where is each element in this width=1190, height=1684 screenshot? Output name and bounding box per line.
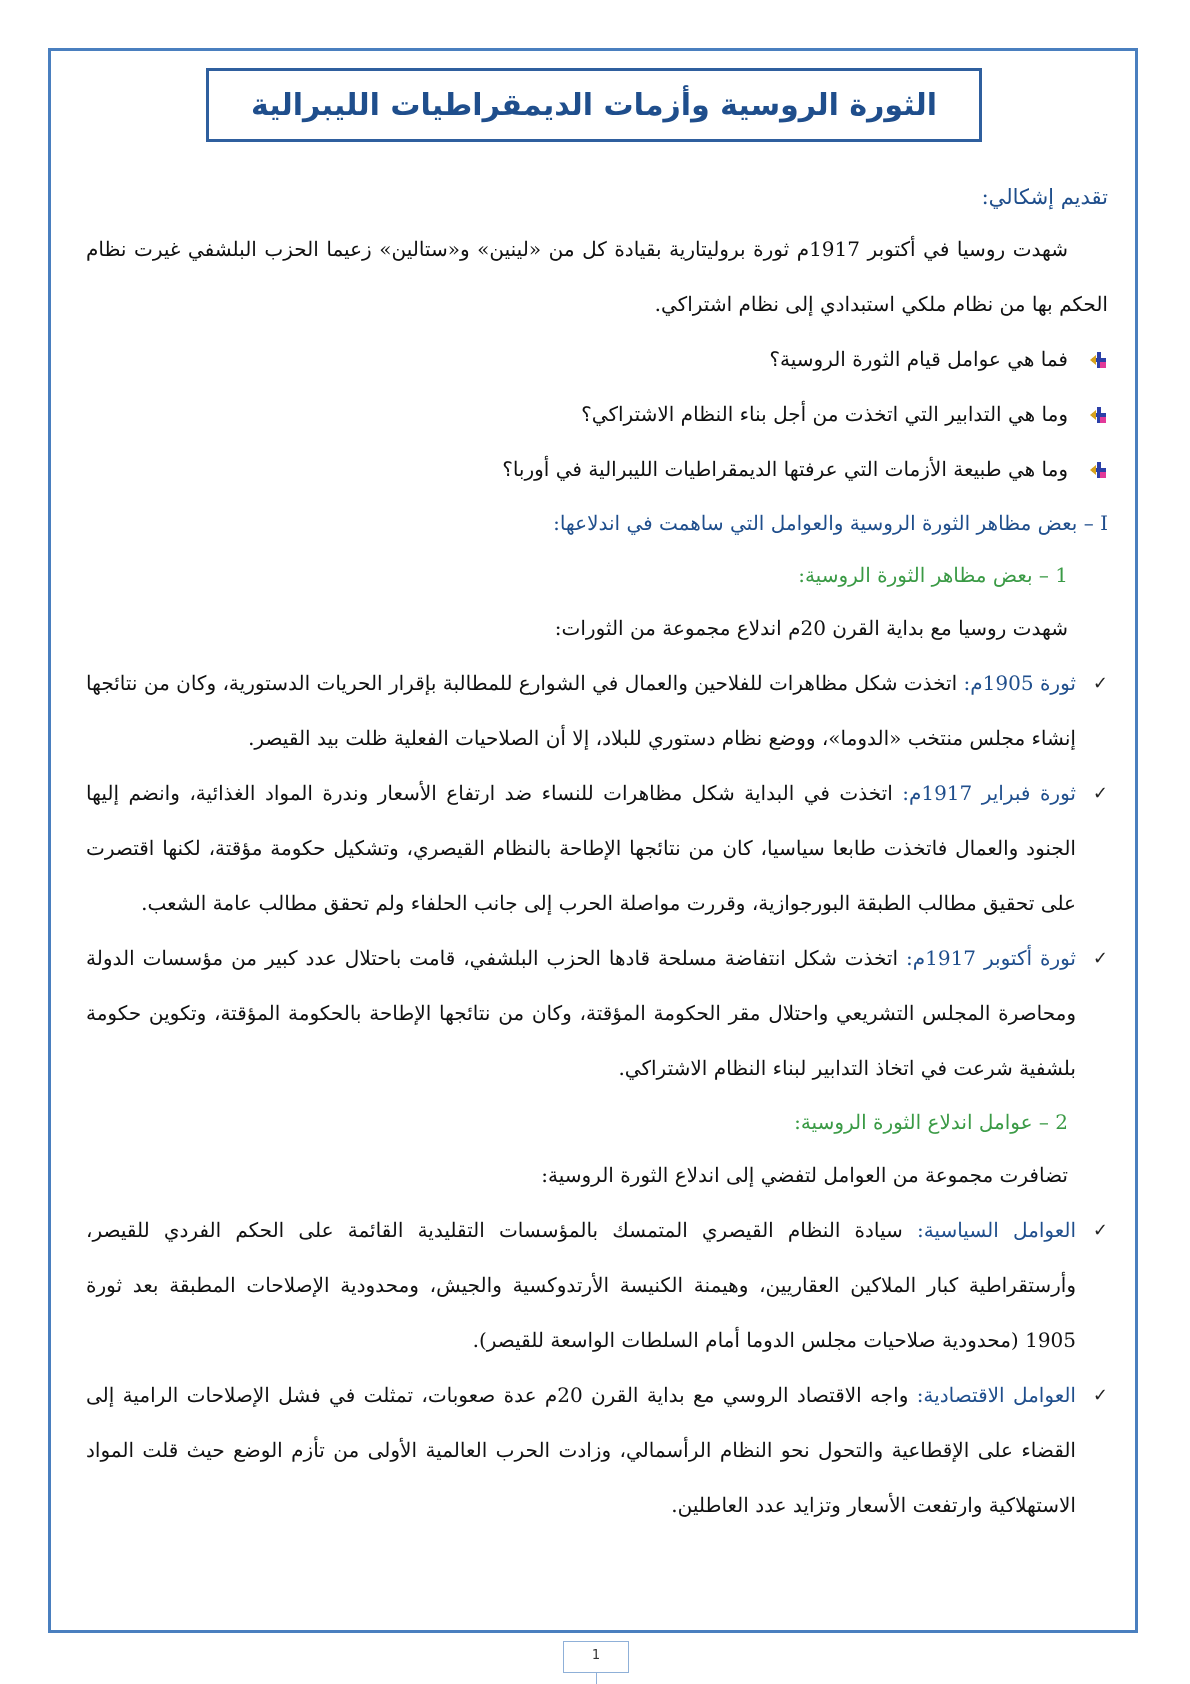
question-item (86, 387, 1108, 442)
arrow-bullet-icon (1088, 460, 1108, 480)
item-lead: ثورة 1905م: (963, 671, 1076, 695)
subsection-heading: 1 – بعض مظاهر الثورة الروسية: (798, 563, 1068, 587)
subsection-heading: 2 – عوامل اندلاع الثورة الروسية: (794, 1110, 1068, 1134)
page-number: 1 (563, 1641, 629, 1673)
question-item (86, 332, 1108, 387)
page-title: الثورة الروسية وأزمات الديمقراطيات الليبرالية (251, 87, 937, 123)
item-text: واجه الاقتصاد الروسي مع بداية القرن 20م عدة صعوبات، تمثلت في فشل الإصلاحات الرامية إلى القضاء على الإقطاعية والتحول نحو النظام الرأسمالي، وزادت الحرب العالمية الأولى من تأزم الوضع حيث قلت المواد الاستهلاكية وارتفعت الأسعار وتزايد عدد العاطلين. (86, 1383, 1076, 1517)
intro-heading: تقديم إشكالي: (981, 185, 1108, 209)
item-lead: ثورة أكتوبر 1917م: (906, 946, 1076, 970)
check-item (86, 656, 1108, 766)
item-text: اتخذت شكل انتفاضة مسلحة قادها الحزب البلشفي، قامت باحتلال عدد كبير من مؤسسات الدولة ومحاصرة المجلس التشريعي واحتلال مقر الحكومة المؤقتة، وكان من نتائجها الإطاحة بالحكومة المؤقتة، وتكوين حكومة بلشفية شرعت في اتخاذ التدابير لبناء النظام الاشتراكي. (86, 946, 1076, 1080)
check-item (86, 766, 1108, 931)
item-lead: العوامل السياسية: (916, 1218, 1077, 1242)
question-item (86, 442, 1108, 497)
item-lead: ثورة فبراير 1917م: (902, 781, 1076, 805)
question-text: وما هي التدابير التي اتخذت من أجل بناء النظام الاشتراكي؟ (581, 402, 1068, 426)
check-icon: ✓ (1092, 1220, 1108, 1241)
item-text: سيادة النظام القيصري المتمسك بالمؤسسات التقليدية القائمة على الحكم الفردي للقيصر، وأرستقراطية كبار الملاكين العقاريين، وهيمنة الكنيسة الأرتدوكسية والجيش، ومحدودية الإصلاحات المطبقة بعد ثورة 1905 (محدودية صلاحيات مجلس الدوما أمام السلطات الواسعة للقيصر). (86, 1218, 1076, 1352)
subsection-intro: شهدت روسيا مع بداية القرن 20م اندلاع مجموعة من الثورات: (554, 616, 1068, 640)
page-number-connector (596, 1673, 597, 1684)
check-icon: ✓ (1092, 783, 1108, 804)
check-icon: ✓ (1092, 948, 1108, 969)
intro-paragraph: شهدت روسيا في أكتوبر 1917م ثورة بروليتارية بقيادة كل من «لينين» و«ستالين» زعيما الحزب البلشفي غيرت نظام الحكم بها من نظام ملكي استبدادي إلى نظام اشتراكي. (86, 237, 1108, 316)
title-box (206, 68, 982, 142)
question-text: وما هي طبيعة الأزمات التي عرفتها الديمقراطيات الليبرالية في أوربا؟ (502, 457, 1068, 481)
check-item (86, 1368, 1108, 1533)
check-icon: ✓ (1092, 673, 1108, 694)
arrow-bullet-icon (1088, 405, 1108, 425)
item-text: اتخذت شكل مظاهرات للفلاحين والعمال في الشوارع للمطالبة بإقرار الحريات الدستورية، وكان من نتائجها إنشاء مجلس منتخب «الدوما»، ووضع نظام دستوري للبلاد، إلا أن الصلاحيات الفعلية ظلت بيد القيصر. (86, 671, 1076, 750)
section-heading: I – بعض مظاهر الثورة الروسية والعوامل التي ساهمت في اندلاعها: (553, 511, 1108, 535)
document-body (86, 172, 1108, 1533)
question-text: فما هي عوامل قيام الثورة الروسية؟ (769, 347, 1068, 371)
item-text: اتخذت في البداية شكل مظاهرات للنساء ضد ارتفاع الأسعار وندرة المواد الغذائية، وانضم إليها الجنود والعمال فاتخذت طابعا سياسيا، كان من نتائجها الإطاحة بالنظام القيصري، وتشكيل حكومة مؤقتة، لكنها اقتصرت على تحقيق مطالب الطبقة البورجوازية، وقررت مواصلة الحرب إلى جانب الحلفاء ولم تحقق مطالب عامة الشعب. (86, 781, 1076, 915)
arrow-bullet-icon (1088, 350, 1108, 370)
check-item (86, 931, 1108, 1096)
check-item (86, 1203, 1108, 1368)
check-icon: ✓ (1092, 1385, 1108, 1406)
subsection-intro: تضافرت مجموعة من العوامل لتفضي إلى اندلاع الثورة الروسية: (541, 1163, 1068, 1187)
item-lead: العوامل الاقتصادية: (916, 1383, 1076, 1407)
